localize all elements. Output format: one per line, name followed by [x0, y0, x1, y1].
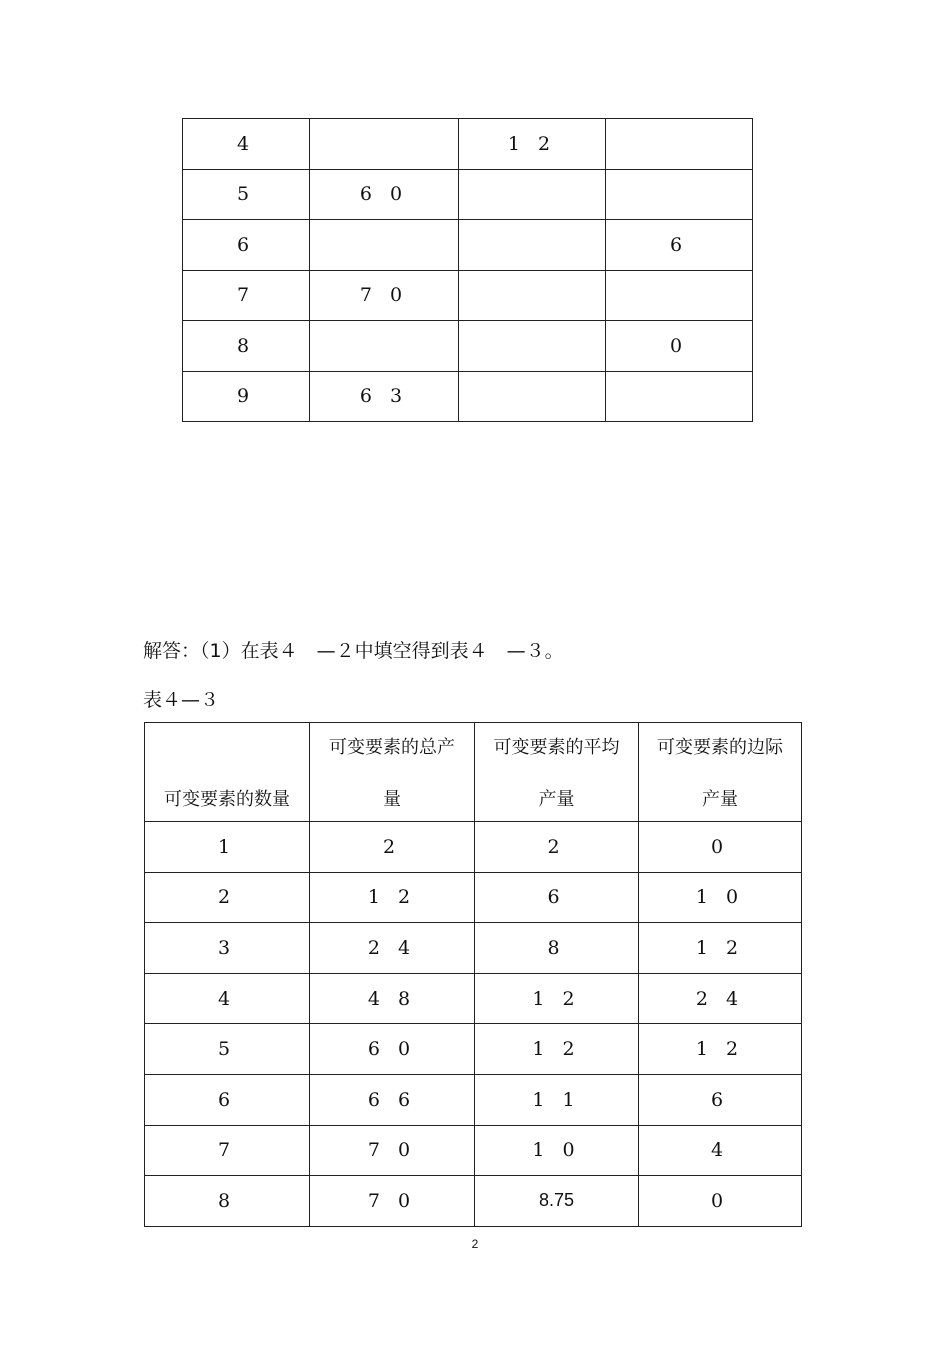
page-number: 2: [471, 1237, 479, 1251]
table-row: [145, 1024, 802, 1075]
table-row: [145, 872, 802, 923]
table-cell: 1 1: [475, 1074, 639, 1125]
bottom-table: [144, 722, 802, 1227]
table-cell: [459, 270, 606, 321]
table-cell: 8: [475, 923, 639, 974]
table-cell: 1 2: [639, 1024, 802, 1075]
table-cell: 2 4: [310, 923, 475, 974]
table-cell: [459, 321, 606, 372]
top-table-body: [183, 119, 753, 422]
table-cell: 1 2: [310, 872, 475, 923]
table-cell: 6: [475, 872, 639, 923]
header-cell: [310, 723, 475, 822]
bottom-table-body: [145, 723, 802, 1227]
table-cell: 9: [183, 371, 310, 422]
header-line-1: 可变要素的平均: [493, 737, 620, 758]
table-row: [145, 1074, 802, 1125]
table-cell: 0: [639, 1176, 802, 1227]
table-cell: 2: [145, 872, 310, 923]
table-cell: 5: [145, 1024, 310, 1075]
header-line-1: 可变要素的总产: [329, 737, 455, 758]
table-cell: 1 2: [475, 973, 639, 1024]
table-row: [145, 822, 802, 873]
table-cell: 7 0: [310, 270, 459, 321]
table-cell: 7: [183, 270, 310, 321]
table-cell: 6: [639, 1074, 802, 1125]
table-row: [183, 321, 753, 372]
table-cell: 4: [183, 119, 310, 170]
table-cell: [310, 119, 459, 170]
top-table: [182, 118, 753, 422]
header-line-1: 可变要素的边际: [657, 737, 783, 758]
table-cell: 5: [183, 169, 310, 220]
table-cell: 1 0: [639, 872, 802, 923]
table-row: [145, 923, 802, 974]
table-cell: 1 0: [475, 1125, 639, 1176]
table-cell: 1 2: [475, 1024, 639, 1075]
table-cell: 8.75: [475, 1176, 639, 1227]
table-cell: [459, 371, 606, 422]
table-cell: [606, 169, 753, 220]
table-row: [183, 169, 753, 220]
header-cell: [475, 723, 639, 822]
table-cell: 1 2: [459, 119, 606, 170]
header-line-2: 可变要素的数量: [164, 789, 290, 810]
answer-text: 解答：（1）在表４ —２中填空得到表４ —３。: [143, 640, 564, 662]
table-cell: [606, 371, 753, 422]
table-cell: 2: [310, 822, 475, 873]
table-row: [145, 1125, 802, 1176]
table-cell: [606, 119, 753, 170]
table-caption: 表４—３: [143, 689, 220, 711]
table-cell: 4: [639, 1125, 802, 1176]
table-cell: 6 0: [310, 1024, 475, 1075]
table-cell: 6: [183, 220, 310, 271]
table-cell: 7: [145, 1125, 310, 1176]
header-cell: [145, 723, 310, 822]
table-cell: 6 6: [310, 1074, 475, 1125]
header-line-2: 产量: [538, 789, 575, 810]
header-cell: [639, 723, 802, 822]
table-cell: 4: [145, 973, 310, 1024]
table-row: [145, 1176, 802, 1227]
table-cell: 1: [145, 822, 310, 873]
table-cell: 4 8: [310, 973, 475, 1024]
table-cell: 0: [606, 321, 753, 372]
table-header-row: [145, 723, 802, 822]
table-cell: 7 0: [310, 1125, 475, 1176]
table-row: [183, 220, 753, 271]
table-row: [183, 371, 753, 422]
table-cell: [310, 321, 459, 372]
table-cell: 3: [145, 923, 310, 974]
table-cell: 2 4: [639, 973, 802, 1024]
table-cell: 8: [145, 1176, 310, 1227]
table-cell: 6: [145, 1074, 310, 1125]
table-cell: 2: [475, 822, 639, 873]
table-cell: [459, 220, 606, 271]
table-cell: [459, 169, 606, 220]
table-row: [183, 270, 753, 321]
table-row: [145, 973, 802, 1024]
header-line-2: 产量: [702, 789, 738, 810]
table-cell: [310, 220, 459, 271]
table-cell: 6 3: [310, 371, 459, 422]
table-cell: 1 2: [639, 923, 802, 974]
table-row: [183, 119, 753, 170]
header-line-2: 量: [383, 789, 401, 810]
table-cell: 7 0: [310, 1176, 475, 1227]
table-cell: 8: [183, 321, 310, 372]
table-cell: 6 0: [310, 169, 459, 220]
table-cell: 0: [639, 822, 802, 873]
table-cell: 6: [606, 220, 753, 271]
table-cell: [606, 270, 753, 321]
